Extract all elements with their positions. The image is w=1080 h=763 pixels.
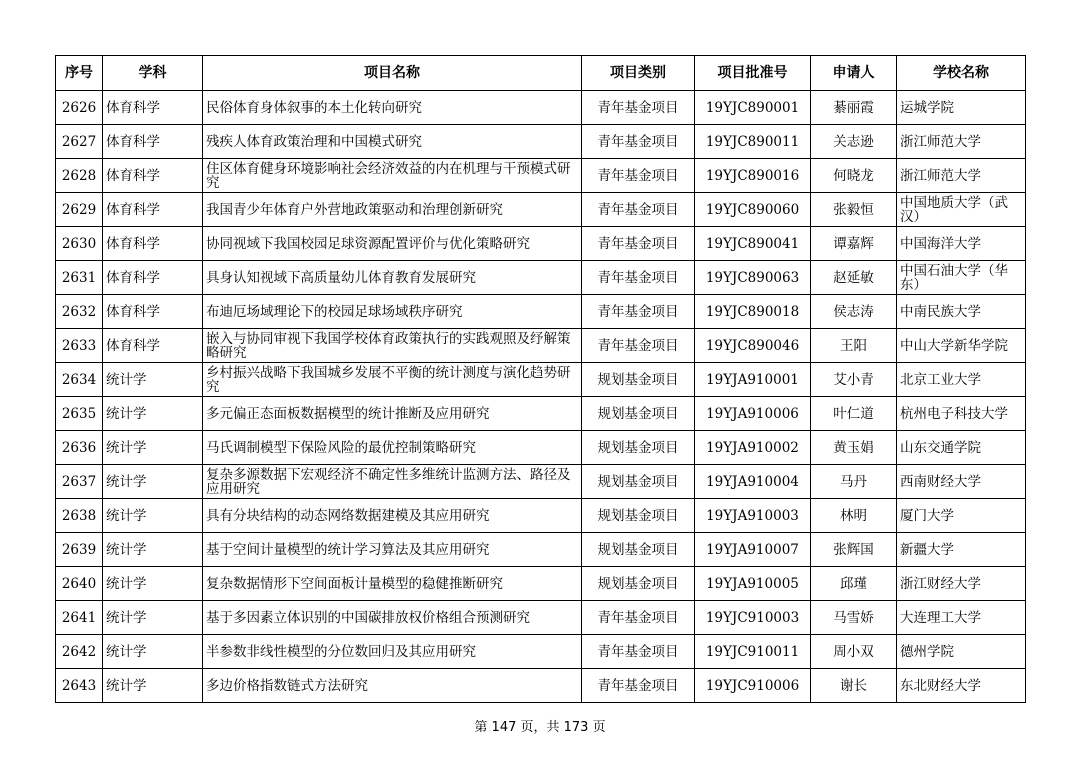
row-subject-cell: 统计学 (103, 431, 203, 465)
row-project-name-cell: 住区体育健身环境影响社会经济效益的内在机理与干预模式研究 (203, 159, 582, 193)
table-row (56, 601, 1026, 635)
table-row (56, 159, 1026, 193)
row-approval-no-cell: 19YJC890060 (695, 193, 811, 227)
row-category-cell: 青年基金项目 (582, 329, 695, 363)
row-category-cell: 青年基金项目 (582, 261, 695, 295)
row-project-name-cell: 民俗体育身体叙事的本土化转向研究 (203, 91, 582, 125)
row-subject-cell: 体育科学 (103, 261, 203, 295)
row-subject-cell: 统计学 (103, 567, 203, 601)
row-index-cell: 2635 (56, 397, 103, 431)
row-project-name-cell: 布迪厄场域理论下的校园足球场域秩序研究 (203, 295, 582, 329)
row-applicant-cell: 马丹 (811, 465, 897, 499)
row-school-cell: 中国石油大学（华东） (897, 261, 1026, 295)
row-school-cell: 中国海洋大学 (897, 227, 1026, 261)
row-applicant-cell: 周小双 (811, 635, 897, 669)
table-row (56, 295, 1026, 329)
table-row (56, 669, 1026, 703)
row-index-cell: 2637 (56, 465, 103, 499)
row-school-cell: 浙江师范大学 (897, 125, 1026, 159)
row-category-cell: 青年基金项目 (582, 227, 695, 261)
row-index-cell: 2630 (56, 227, 103, 261)
table-body (56, 91, 1026, 703)
row-applicant-cell: 艾小青 (811, 363, 897, 397)
row-category-cell: 青年基金项目 (582, 601, 695, 635)
row-approval-no-cell: 19YJA910007 (695, 533, 811, 567)
row-subject-cell: 统计学 (103, 465, 203, 499)
table-row (56, 125, 1026, 159)
table-row (56, 363, 1026, 397)
row-applicant-cell: 邱瑾 (811, 567, 897, 601)
row-approval-no-cell: 19YJC890046 (695, 329, 811, 363)
project-table (55, 55, 1026, 703)
row-index-cell: 2643 (56, 669, 103, 703)
row-subject-cell: 统计学 (103, 499, 203, 533)
row-category-cell: 青年基金项目 (582, 159, 695, 193)
row-index-cell: 2642 (56, 635, 103, 669)
table-row (56, 567, 1026, 601)
row-subject-cell: 统计学 (103, 635, 203, 669)
row-project-name-cell: 基于多因素立体识别的中国碳排放权价格组合预测研究 (203, 601, 582, 635)
row-applicant-cell: 关志逊 (811, 125, 897, 159)
row-applicant-cell: 王阳 (811, 329, 897, 363)
row-school-cell: 浙江师范大学 (897, 159, 1026, 193)
row-approval-no-cell: 19YJC890016 (695, 159, 811, 193)
row-project-name-cell: 残疾人体育政策治理和中国模式研究 (203, 125, 582, 159)
table-row (56, 193, 1026, 227)
row-index-cell: 2632 (56, 295, 103, 329)
row-project-name-cell: 乡村振兴战略下我国城乡发展不平衡的统计测度与演化趋势研究 (203, 363, 582, 397)
table-row (56, 431, 1026, 465)
row-index-cell: 2636 (56, 431, 103, 465)
row-school-cell: 运城学院 (897, 91, 1026, 125)
header-col-subject: 学科 (103, 56, 203, 91)
header-col-applicant: 申请人 (811, 56, 897, 91)
row-project-name-cell: 具身认知视域下高质量幼儿体育教育发展研究 (203, 261, 582, 295)
row-project-name-cell: 多边价格指数链式方法研究 (203, 669, 582, 703)
row-subject-cell: 统计学 (103, 363, 203, 397)
row-index-cell: 2638 (56, 499, 103, 533)
row-subject-cell: 体育科学 (103, 329, 203, 363)
header-col-project-name: 项目名称 (203, 56, 582, 91)
row-school-cell: 中南民族大学 (897, 295, 1026, 329)
row-subject-cell: 统计学 (103, 669, 203, 703)
row-index-cell: 2633 (56, 329, 103, 363)
row-index-cell: 2627 (56, 125, 103, 159)
row-approval-no-cell: 19YJC890001 (695, 91, 811, 125)
row-school-cell: 杭州电子科技大学 (897, 397, 1026, 431)
row-category-cell: 青年基金项目 (582, 91, 695, 125)
row-applicant-cell: 赵延敏 (811, 261, 897, 295)
row-applicant-cell: 张辉国 (811, 533, 897, 567)
row-approval-no-cell: 19YJC890041 (695, 227, 811, 261)
row-project-name-cell: 半参数非线性模型的分位数回归及其应用研究 (203, 635, 582, 669)
row-applicant-cell: 谭嘉辉 (811, 227, 897, 261)
row-category-cell: 青年基金项目 (582, 669, 695, 703)
row-applicant-cell: 马雪娇 (811, 601, 897, 635)
row-project-name-cell: 复杂多源数据下宏观经济不确定性多维统计监测方法、路径及应用研究 (203, 465, 582, 499)
row-category-cell: 青年基金项目 (582, 295, 695, 329)
row-subject-cell: 体育科学 (103, 227, 203, 261)
row-approval-no-cell: 19YJA910006 (695, 397, 811, 431)
row-applicant-cell: 林明 (811, 499, 897, 533)
row-index-cell: 2639 (56, 533, 103, 567)
row-category-cell: 青年基金项目 (582, 635, 695, 669)
row-approval-no-cell: 19YJA910003 (695, 499, 811, 533)
row-category-cell: 规划基金项目 (582, 397, 695, 431)
row-category-cell: 规划基金项目 (582, 363, 695, 397)
row-school-cell: 中山大学新华学院 (897, 329, 1026, 363)
row-applicant-cell: 叶仁道 (811, 397, 897, 431)
row-school-cell: 北京工业大学 (897, 363, 1026, 397)
row-project-name-cell: 马氏调制模型下保险风险的最优控制策略研究 (203, 431, 582, 465)
header-col-category: 项目类别 (582, 56, 695, 91)
row-approval-no-cell: 19YJA910005 (695, 567, 811, 601)
row-approval-no-cell: 19YJC910011 (695, 635, 811, 669)
table-row (56, 465, 1026, 499)
row-category-cell: 青年基金项目 (582, 193, 695, 227)
row-index-cell: 2628 (56, 159, 103, 193)
row-applicant-cell: 綦丽霞 (811, 91, 897, 125)
row-applicant-cell: 侯志涛 (811, 295, 897, 329)
row-index-cell: 2629 (56, 193, 103, 227)
header-col-school: 学校名称 (897, 56, 1026, 91)
row-subject-cell: 统计学 (103, 397, 203, 431)
row-school-cell: 东北财经大学 (897, 669, 1026, 703)
row-project-name-cell: 嵌入与协同审视下我国学校体育政策执行的实践观照及纾解策略研究 (203, 329, 582, 363)
row-approval-no-cell: 19YJA910002 (695, 431, 811, 465)
row-school-cell: 浙江财经大学 (897, 567, 1026, 601)
table-row (56, 329, 1026, 363)
row-category-cell: 规划基金项目 (582, 431, 695, 465)
row-project-name-cell: 我国青少年体育户外营地政策驱动和治理创新研究 (203, 193, 582, 227)
row-school-cell: 西南财经大学 (897, 465, 1026, 499)
row-index-cell: 2626 (56, 91, 103, 125)
row-category-cell: 规划基金项目 (582, 465, 695, 499)
row-category-cell: 规划基金项目 (582, 499, 695, 533)
table-row (56, 91, 1026, 125)
row-index-cell: 2634 (56, 363, 103, 397)
row-subject-cell: 体育科学 (103, 91, 203, 125)
row-school-cell: 厦门大学 (897, 499, 1026, 533)
row-approval-no-cell: 19YJC890063 (695, 261, 811, 295)
row-school-cell: 山东交通学院 (897, 431, 1026, 465)
table-row (56, 261, 1026, 295)
row-index-cell: 2640 (56, 567, 103, 601)
row-category-cell: 青年基金项目 (582, 125, 695, 159)
row-subject-cell: 体育科学 (103, 193, 203, 227)
row-subject-cell: 体育科学 (103, 159, 203, 193)
row-project-name-cell: 具有分块结构的动态网络数据建模及其应用研究 (203, 499, 582, 533)
table-row (56, 397, 1026, 431)
row-approval-no-cell: 19YJC910006 (695, 669, 811, 703)
row-school-cell: 大连理工大学 (897, 601, 1026, 635)
page-footer: 第 147 页，共 173 页 (474, 720, 606, 735)
row-approval-no-cell: 19YJC890011 (695, 125, 811, 159)
row-applicant-cell: 谢长 (811, 669, 897, 703)
row-school-cell: 德州学院 (897, 635, 1026, 669)
row-subject-cell: 体育科学 (103, 125, 203, 159)
row-index-cell: 2641 (56, 601, 103, 635)
row-subject-cell: 统计学 (103, 601, 203, 635)
row-project-name-cell: 多元偏正态面板数据模型的统计推断及应用研究 (203, 397, 582, 431)
row-project-name-cell: 协同视域下我国校园足球资源配置评价与优化策略研究 (203, 227, 582, 261)
table-row (56, 635, 1026, 669)
row-approval-no-cell: 19YJA910001 (695, 363, 811, 397)
row-subject-cell: 体育科学 (103, 295, 203, 329)
header-col-approval-no: 项目批准号 (695, 56, 811, 91)
row-project-name-cell: 复杂数据情形下空间面板计量模型的稳健推断研究 (203, 567, 582, 601)
row-category-cell: 规划基金项目 (582, 567, 695, 601)
row-category-cell: 规划基金项目 (582, 533, 695, 567)
row-school-cell: 新疆大学 (897, 533, 1026, 567)
row-applicant-cell: 何晓龙 (811, 159, 897, 193)
row-approval-no-cell: 19YJA910004 (695, 465, 811, 499)
row-approval-no-cell: 19YJC910003 (695, 601, 811, 635)
row-index-cell: 2631 (56, 261, 103, 295)
row-approval-no-cell: 19YJC890018 (695, 295, 811, 329)
row-applicant-cell: 黄玉娟 (811, 431, 897, 465)
row-school-cell: 中国地质大学（武汉） (897, 193, 1026, 227)
table-row (56, 227, 1026, 261)
header-col-index: 序号 (56, 56, 103, 91)
row-applicant-cell: 张毅恒 (811, 193, 897, 227)
row-project-name-cell: 基于空间计量模型的统计学习算法及其应用研究 (203, 533, 582, 567)
row-subject-cell: 统计学 (103, 533, 203, 567)
header-row (56, 56, 1026, 91)
table-row (56, 533, 1026, 567)
table-row (56, 499, 1026, 533)
